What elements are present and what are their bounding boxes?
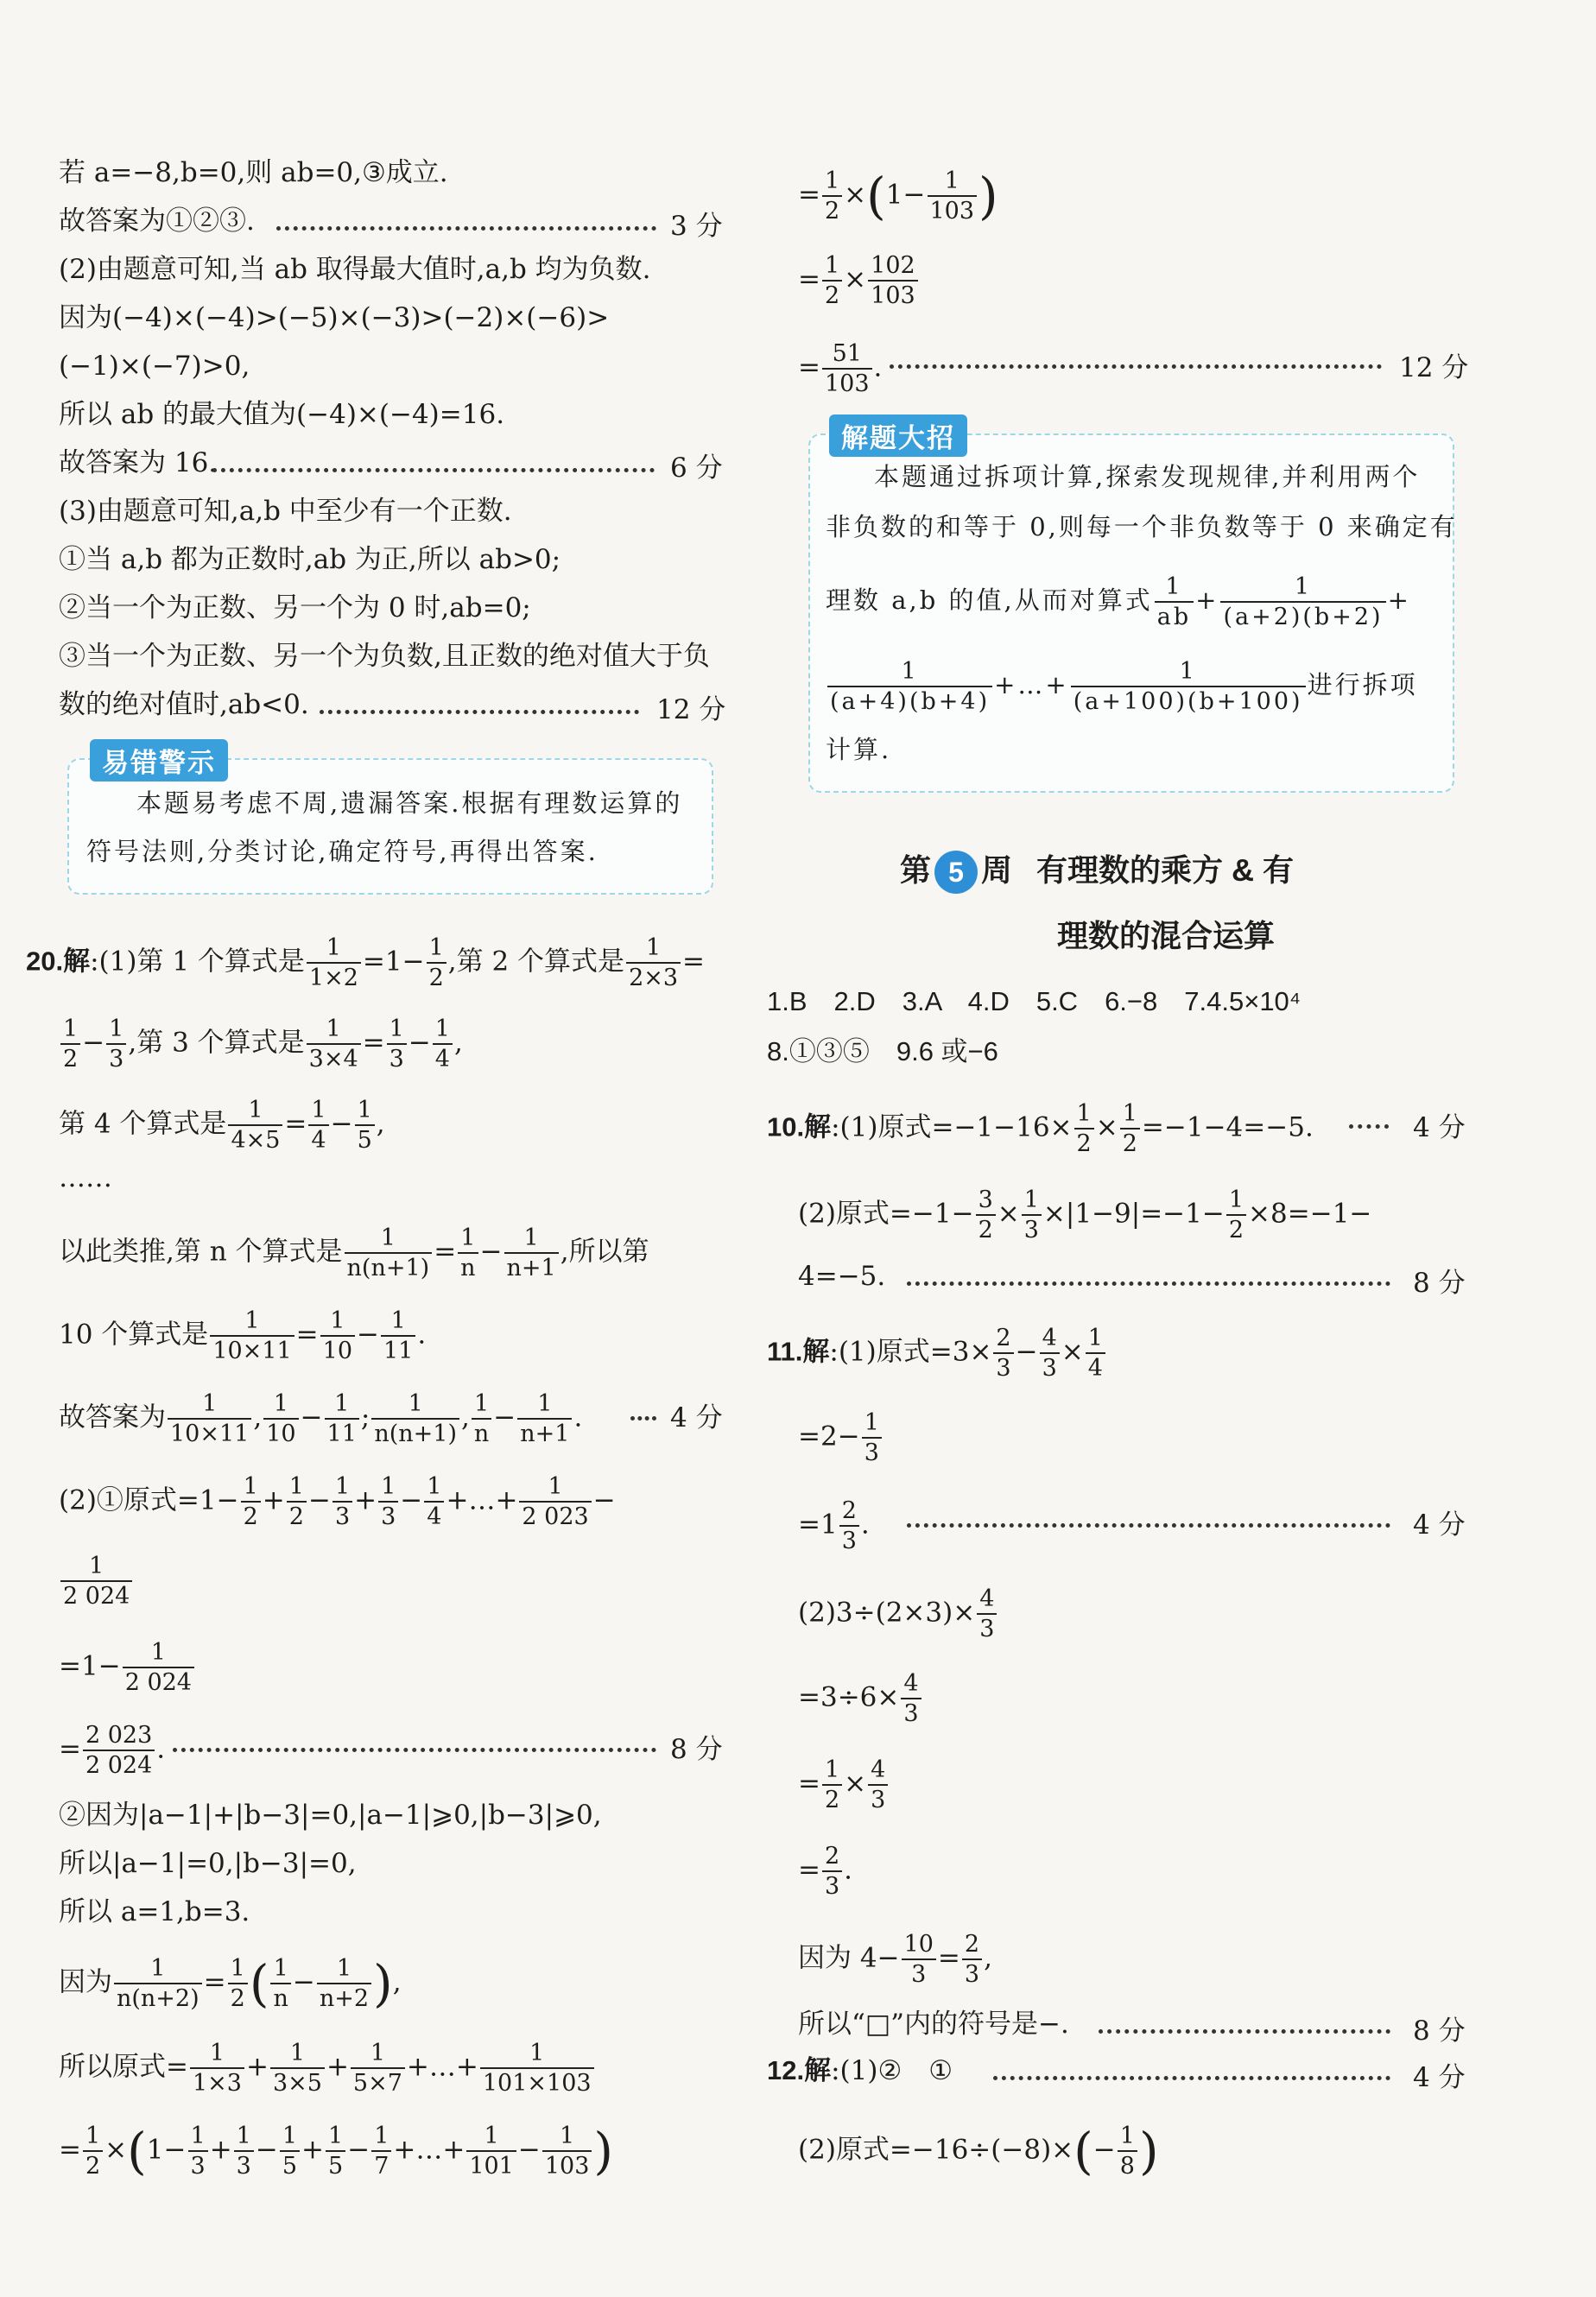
fraction: $\frac{1}{2 024}$: [123, 1641, 194, 1694]
leader-dots: [907, 1523, 1390, 1528]
fraction: $\frac{102}{103}$: [868, 254, 918, 307]
method-line: 本题通过拆项计算,探索发现规律,并利用两个: [874, 462, 1421, 491]
text: =1−: [362, 946, 425, 978]
fraction: $\frac{1}{3\times 4}$: [307, 1017, 361, 1071]
q12-line: 12.解:(1)② ①: [767, 2055, 953, 2086]
leader-dots: [907, 1281, 1390, 1286]
fraction: $\frac{1}{4}$: [424, 1475, 444, 1528]
q20-line: =1− $\frac{1}{2 024}$: [59, 1641, 196, 1694]
fraction: $\frac{1}{n+2}$: [317, 1957, 371, 2010]
fraction: $\frac{1}{2 023}$: [519, 1475, 591, 1528]
method-line: 非负数的和等于 0,则每一个非负数等于 0 来确定有: [826, 512, 1458, 541]
q20-line: 因为 $\frac{1}{n(n+2)}$ = $\frac{1}{2}$ ( $\frac{1}{n}$ − $\frac{1}{n+2}$ ),: [59, 1954, 402, 2013]
fraction: $\frac{1}{5}$: [326, 2124, 345, 2178]
q10-line: (2)原式=−1− $\frac{3}{2}$ × $\frac{1}{3}$ ×|1−9|=−1− $\frac{1}{2}$ ×8=−1−: [798, 1186, 1372, 1243]
tip-line: 符号法则,分类讨论,确定符号,再得出答案.: [86, 837, 598, 866]
score: 4 分: [1413, 1509, 1466, 1541]
q20-line: = $\frac{2 023}{2 024}$ .: [59, 1722, 166, 1779]
fraction: $\frac{1}{101\times 103}$: [480, 2041, 594, 2095]
fraction: $\frac{1}{n+1}$: [504, 1226, 559, 1280]
fraction: $\frac{1}{n}$: [458, 1226, 478, 1280]
fraction: $\frac{1}{2}$: [287, 1475, 307, 1528]
method-line: 计算.: [826, 735, 892, 764]
fraction: $\frac{1}{4}$: [433, 1017, 453, 1071]
section-heading-line2: 理数的混合运算: [1057, 918, 1276, 953]
fraction: $\frac{1}{3}$: [234, 2124, 254, 2178]
method-line: 理数 a,b 的值,从而对算式 $\frac{1}{ab}$ + $\frac{1}{(a+2)(b+2)}$ +: [826, 573, 1411, 630]
fraction: $\frac{1}{2}$: [83, 2124, 103, 2178]
q20-line: [59, 1554, 134, 1608]
q11-line: = $\frac{1}{2}$ × $\frac{4}{3}$: [798, 1758, 890, 1812]
fraction: $\frac{1}{5}$: [280, 2124, 300, 2178]
line: 数的绝对值时,ab<0.: [59, 689, 309, 720]
fraction: $\frac{1}{2 024}$: [60, 1554, 132, 1608]
leader-dots: [276, 226, 656, 231]
score: 8 分: [1413, 2015, 1466, 2047]
r-line: = $\frac{1}{2}$ × $\frac{102}{103}$: [798, 254, 920, 307]
line: (−1)×(−7)>0,: [59, 351, 250, 382]
line: ①当 a,b 都为正数时,ab 为正,所以 ab>0;: [59, 544, 561, 575]
leader-dots: [173, 1748, 656, 1752]
q20-line: 10 个算式是 $\frac{1}{10\times 11}$ = $\frac{1}{10}$ − $\frac{1}{11}$ .: [59, 1307, 427, 1364]
line: 所以 ab 的最大值为(−4)×(−4)=16.: [59, 399, 505, 430]
fraction: $\frac{1}{n}$: [270, 1957, 290, 2010]
fraction: $\frac{2 023}{2 024}$: [83, 1724, 155, 1777]
q20-line: [26, 936, 705, 990]
score: 4 分: [1413, 2062, 1466, 2093]
line: (2)由题意可知,当 ab 取得最大值时,a,b 均为负数.: [59, 254, 651, 285]
q20-line: = $\frac{1}{2}$ ×(1− $\frac{1}{3}$ + $\frac{1}{3}$ − $\frac{1}{5}$ + $\frac{1}{5}$ − $\frac{1}{7}$ +…+ $\frac{1}{101}$ − $\frac{1}{103}$ ): [59, 2122, 614, 2180]
fraction: $\frac{1}{2}$: [822, 169, 842, 223]
fraction: $\frac{1}{2}$: [427, 936, 446, 990]
q20-line: (2)①原式=1− $\frac{1}{2}$ + $\frac{1}{2}$ − $\frac{1}{3}$ + $\frac{1}{3}$ − $\frac{1}{4}$ +…+ $\frac{1}{2 023}$ −: [59, 1473, 616, 1530]
score: 6 分: [670, 452, 723, 484]
q11-line: (2)3÷(2×3)× $\frac{4}{3}$: [798, 1587, 998, 1641]
score: 12 分: [656, 694, 726, 725]
question-number: 20.解: [26, 946, 91, 977]
fraction: $\frac{1}{2\times 3}$: [626, 936, 681, 990]
fraction: $\frac{1}{103}$: [542, 2124, 592, 2178]
score: 4 分: [1413, 1112, 1466, 1143]
fraction: $\frac{1}{3}$: [378, 1475, 398, 1528]
text: :(1)第 1 个算式是: [90, 946, 305, 978]
q11-line: 11.解:(1)原式=3× $\frac{2}{3}$ − $\frac{4}{3}$ × $\frac{1}{4}$: [767, 1326, 1107, 1380]
q20-line: 第 4 个算式是 $\frac{1}{4\times 5}$ = $\frac{1}{4}$ − $\frac{1}{5}$ ,: [59, 1097, 385, 1154]
fraction: $\frac{1}{5\times 7}$: [351, 2041, 405, 2095]
fraction: $\frac{1}{1\times 2}$: [307, 936, 361, 990]
score: 4 分: [670, 1402, 723, 1433]
line: ②因为|a−1|+|b−3|=0,|a−1|⩾0,|b−3|⩾0,: [59, 1800, 602, 1831]
fraction: $\frac{1}{11}$: [381, 1309, 415, 1363]
q10-line: 4=−5.: [798, 1261, 886, 1292]
answers-row: 1.B 2.D 3.A 4.D 5.C 6.−8 7.4.5×10⁴: [767, 986, 1302, 1016]
week-number-badge: 5: [934, 851, 978, 894]
r-line: = $\frac{1}{2}$ ×(1− $\frac{1}{103}$ ): [798, 167, 998, 225]
tip-line: 本题易考虑不周,遗漏答案.根据有理数运算的: [136, 788, 683, 818]
line: 所以 a=1,b=3.: [59, 1896, 250, 1927]
score: 8 分: [670, 1734, 723, 1765]
fraction: $\frac{1}{3}$: [387, 1017, 407, 1071]
q11-line: 所以“□”内的符号是−.: [798, 2009, 1069, 2040]
fraction: $\frac{1}{11}$: [325, 1392, 359, 1446]
fraction: $\frac{1}{3}$: [188, 2124, 208, 2178]
fraction: $\frac{1}{n}$: [472, 1392, 491, 1446]
r-line: = $\frac{51}{103}$ .: [798, 340, 883, 397]
fraction: $\frac{1}{n(n+1)}$: [345, 1226, 433, 1280]
fraction: $\frac{1}{7}$: [371, 2124, 391, 2178]
line: 故答案为①②③.: [59, 206, 255, 237]
score: 3 分: [670, 211, 723, 242]
method-line: $\frac{1}{(a+4)(b+4)}$ +…+ $\frac{1}{(a+100)(b+100)}$ 进行拆项: [826, 660, 1418, 713]
score: 12 分: [1399, 352, 1469, 383]
section-heading: 第 5 周 有理数的乘方 & 有: [900, 846, 1294, 894]
fraction: $\frac{51}{103}$: [822, 342, 872, 395]
leader-dots: [630, 1416, 656, 1421]
line: 所以|a−1|=0,|b−3|=0,: [59, 1848, 357, 1879]
q11-line: =3÷6× $\frac{4}{3}$: [798, 1672, 923, 1725]
answers-row: 8.①③⑤ 9.6 或−6: [767, 1036, 998, 1066]
fraction: $\frac{1}{3\times 5}$: [270, 2041, 325, 2095]
text: ,第 2 个算式是: [447, 946, 625, 978]
leader-dots: [320, 710, 639, 714]
q20-line: 所以原式= $\frac{1}{1\times 3}$ + $\frac{1}{3\times 5}$ + $\frac{1}{5\times 7}$ +…+ $\frac{1}{101\times 103}$: [59, 2041, 596, 2095]
method-tag: 解题大招: [829, 414, 967, 457]
leader-dots: [1349, 1124, 1389, 1129]
leader-dots: [890, 364, 1382, 369]
leader-dots: [993, 2076, 1390, 2080]
fraction: $\frac{1}{10}$: [320, 1309, 355, 1363]
fraction: $\frac{1}{n+1}$: [517, 1392, 572, 1446]
score: 8 分: [1413, 1268, 1466, 1299]
q11-line: =2− $\frac{1}{3}$: [798, 1411, 884, 1465]
fraction: $\frac{1}{10}$: [263, 1392, 298, 1446]
q11-line: 因为 4− $\frac{10}{3}$ = $\frac{2}{3}$ ,: [798, 1931, 992, 1988]
line: 因为(−4)×(−4)>(−5)×(−3)>(−2)×(−6)>: [59, 302, 610, 333]
line: (3)由题意可知,a,b 中至少有一个正数.: [59, 496, 512, 527]
line: 故答案为 16.: [59, 447, 218, 478]
fraction: $\frac{1}{101}$: [466, 2124, 516, 2178]
fraction: $\frac{1}{3}$: [332, 1475, 352, 1528]
line: 若 a=−8,b=0,则 ab=0,③成立.: [59, 157, 448, 188]
q20-line: 以此类推,第 n 个算式是 $\frac{1}{n(n+1)}$ = $\frac{1}{n}$ − $\frac{1}{n+1}$ ,所以第: [59, 1224, 649, 1281]
fraction: $\frac{1}{103}$: [928, 169, 978, 223]
fraction: $\frac{1}{10\times 11}$: [168, 1392, 251, 1446]
line: ②当一个为正数、另一个为 0 时,ab=0;: [59, 592, 531, 623]
q20-line: 故答案为 $\frac{1}{10\times 11}$ , $\frac{1}{10}$ − $\frac{1}{11}$ ; $\frac{1}{n(n+1)}$ , $\frac{1}{n}$ − $\frac{1}{n+1}$ .: [59, 1390, 583, 1447]
line: ③当一个为正数、另一个为负数,且正数的绝对值大于负: [59, 641, 710, 672]
fraction: $\frac{1}{2}$: [241, 1475, 261, 1528]
ellipsis: ……: [59, 1162, 112, 1193]
q11-line: =1 $\frac{2}{3}$ .: [798, 1497, 870, 1554]
fraction: $\frac{1}{n(n+2)}$: [114, 1957, 202, 2010]
fraction: $\frac{1}{2}$: [822, 254, 842, 307]
fraction: $\frac{1}{2}$: [228, 1957, 248, 2010]
fraction: $\frac{1}{3}$: [106, 1017, 126, 1071]
q20-line: $\frac{1}{2}$ − $\frac{1}{3}$ ,第 3 个算式是 $\frac{1}{3\times 4}$ = $\frac{1}{3}$ − $\frac{1}{4}$ ,: [59, 1017, 463, 1071]
fraction: $\frac{1}{10\times 11}$: [210, 1309, 294, 1363]
fraction: $\frac{1}{n(n+1)}$: [371, 1392, 459, 1446]
q12-line: (2)原式=−16÷(−8)×(− $\frac{1}{8}$ ): [798, 2122, 1159, 2180]
text: =: [682, 946, 706, 978]
q11-line: = $\frac{2}{3}$ .: [798, 1843, 853, 1900]
leader-dots: [1099, 2029, 1390, 2034]
leader-dots: [212, 468, 655, 472]
q10-line: 10.解:(1)原式=−1−16× $\frac{1}{2}$ × $\frac{1}{2}$ =−1−4=−5.: [767, 1100, 1314, 1157]
tip-tag: 易错警示: [90, 739, 228, 781]
fraction: $\frac{1}{1\times 3}$: [190, 2041, 244, 2095]
fraction: $\frac{1}{4\times 5}$: [228, 1098, 282, 1152]
fraction: $\frac{1}{5}$: [355, 1098, 375, 1152]
fraction: $\frac{1}{4}$: [308, 1098, 328, 1152]
fraction: $\frac{1}{2}$: [60, 1017, 80, 1071]
